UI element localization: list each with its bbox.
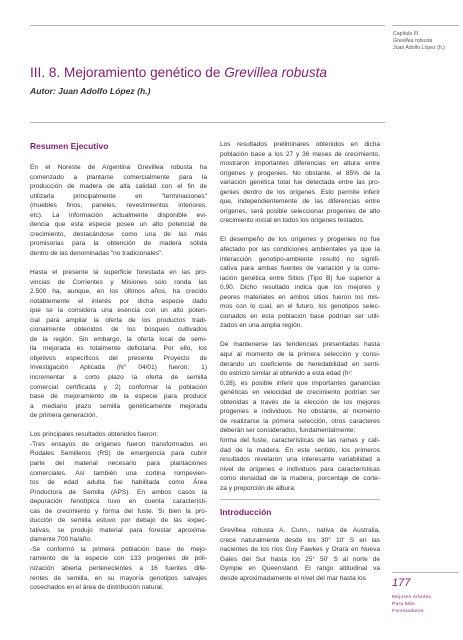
text-line: de realizarse la primera selección, otros caracteres: [220, 417, 380, 425]
text-line: dad de la madera. En este sentido, los primeros: [220, 446, 380, 454]
text-line: de primera generación.: [30, 412, 98, 420]
text-line: peores materiales en ambos sitios fueron los mis-: [220, 293, 380, 301]
text-line: za y proporción de albura.: [220, 484, 296, 492]
text-line: cativa para ambas fuentes de variación y la corre-: [220, 265, 380, 273]
text-line: producción de madera de alta calidad con el fin de: [30, 183, 207, 191]
text-line: crecimiento inicial en todos los orígenes testados.: [220, 217, 365, 225]
text-line: vincias de Corrientes y Misiones sólo ronda las: [30, 278, 207, 286]
text-line: orígenes, será posible seleccionar progenies de alto: [220, 207, 380, 215]
text-line: comerciales. Así también una cortina rompevien-: [30, 469, 207, 477]
text-line: Grevillea robusta A. Cunn., nativa de Australia,: [220, 527, 380, 535]
text-line: resultados revelaron una interesante variabilidad a: [220, 456, 380, 464]
text-line: promisorias para la obtención de madera sólida: [30, 240, 207, 248]
text-line: comercial certificada y 2) conformar la población: [30, 383, 207, 391]
text-line: depuración fenotípica tuvo en cuenta característi-: [30, 498, 207, 506]
text-line: derando un coeficiente de heredabilidad en senti-: [220, 360, 380, 368]
text-line: lación genética entre Sitios (Tipo B) fue superior a: [220, 274, 380, 282]
text-line: parte del material necesario para plantaciones: [30, 459, 207, 467]
top-rule-right: [392, 25, 459, 26]
running-header: [393, 31, 459, 52]
text-line: objetivos específicos del presente Proyecto de: [30, 354, 207, 362]
text-line: rentes de semilla, en su mayoría genotipos salvajes: [30, 574, 207, 582]
text-line: mos con lo cual, en el futuro, los genotipos selec-: [220, 303, 380, 311]
text-line: Rodales Semilleros (RS) de emergencia para cubrir: [30, 450, 207, 458]
footer-line-2: Para Más: [392, 602, 415, 607]
text-line: genies dentro de los orígenes. Esto permite inferir: [220, 188, 380, 196]
species-label: Grevillea robusta: [393, 38, 433, 44]
text-line: orígenes y progenies. No obstante, el 85% de la: [220, 169, 380, 177]
text-line: Los principales resultados obtenidos fueron:: [30, 431, 159, 439]
text-line: tos de edad adulta fue habilitada como Área: [30, 479, 207, 487]
page-title: [30, 64, 370, 82]
title-rule: [30, 122, 385, 123]
text-line: cial para ampliar la oferta de los productos tradi-: [30, 316, 207, 324]
section-rule: [220, 499, 380, 500]
text-line: 0,28), es posible inferir que importantes ganancias: [220, 379, 380, 387]
text-line: que se la considera una esencia con un alto poten-: [30, 307, 207, 315]
section-heading-introduccion: Introducción: [220, 507, 272, 518]
text-line: genéticas en velocidad de crecimiento podrían ser: [220, 389, 380, 397]
text-line: obtenidas a través de la elección de los mejores: [220, 398, 380, 406]
chapter-label: Capítulo III: [393, 31, 419, 37]
text-line: ducción de semilla estuvo por debajo de las expec-: [30, 517, 207, 525]
text-line: progenies e individuos. No obstante, al momento: [220, 408, 380, 416]
text-line: comenzado a plantarse comercialmente para la: [30, 173, 207, 181]
text-line: crecimiento, destacándose como una de las más: [30, 230, 207, 238]
text-line: damente 700 ha/año.: [30, 536, 92, 544]
column-right: [220, 140, 380, 584]
text-line: [30, 421, 207, 431]
text-line: cionados en esta población base podrían ser utili-: [220, 312, 380, 320]
text-line: interacción genotipo-ambiente resultó no signifi-: [220, 255, 380, 263]
text-line: dentro de las denominadas "no tradicionales".: [30, 249, 164, 257]
text-line: nivel de orígenes e individuos para características: [220, 465, 380, 473]
text-line: El desempeño de los orígenes y progenies no fue: [220, 236, 380, 244]
text-line: Gympie en Queensland. El rango altitudinal va: [220, 565, 380, 573]
page-number: 177: [392, 577, 411, 589]
text-line: etc). La información actualmente disponible evi-: [30, 211, 207, 219]
text-line: deberán ser considerados, fundamentalmente:: [220, 427, 356, 435]
text-line: población base a los 27 y 36 meses de crecimiento,: [220, 150, 380, 158]
text-line: 0,90. Dicho resultado indica que los mejores y: [220, 284, 380, 292]
footer-line-1: Mejores Árboles: [392, 595, 432, 600]
footer-line-3: Forestadores: [392, 609, 424, 614]
text-line: notablemente el interés por dicha especie dado: [30, 297, 207, 305]
bottom-rule-right: [392, 572, 459, 573]
text-line: tativas, se produjo material para forestar aproxima-: [30, 526, 207, 534]
text-line: lla mejorada es totalmente deficitaria. Por ello, los: [30, 345, 207, 353]
text-line: do estricto similar al obtenido a esta edad (h²:: [220, 370, 353, 378]
text-line: de la región. Sin embargo, la oferta local de semi-: [30, 335, 207, 343]
text-line: mostraron importantes diferencias en altura entre: [220, 160, 380, 168]
text-line: como densidad de la madera, porcentaje de corte-: [220, 475, 380, 483]
text-line: -Se conformó la primera población base de mejo-: [30, 545, 207, 553]
title-prefix: III. 8. Mejoramiento genético de: [30, 65, 225, 80]
text-line: cionalmente obtenidos de los bosques cultivados: [30, 326, 207, 334]
text-line: desde aproximadamente el nivel del mar hasta los: [220, 574, 366, 582]
text-line: Investigación Aplicada (N° 04/01) fueron: 1): [30, 364, 207, 372]
text-line: utilizarla principalmente en "terminaciones": [30, 192, 207, 200]
text-line: cosechados en el área de distribución natural.: [30, 584, 164, 592]
column-left: [30, 140, 207, 593]
text-line: Hasta el presente la superficie forestada en las pro-: [30, 269, 207, 277]
text-line: afectado por las condiciones ambientales ya que la: [220, 246, 380, 254]
text-line: ramiento de la especie con 133 progenies de poli-: [30, 555, 207, 563]
text-line: a mediano plazo semilla genéticamente mejorada: [30, 402, 207, 410]
text-line: -Tres ensayos de orígenes fueron transformados en: [30, 440, 207, 448]
title-species: Grevillea robusta: [224, 65, 327, 80]
introduction-body: [220, 526, 380, 583]
top-rule-left: [30, 25, 385, 26]
text-line: [220, 331, 380, 341]
text-line: De mantenerse las tendencias presentadas hasta: [220, 341, 380, 349]
text-line: nización abierta pertenecientes a 16 fuentes dife-: [30, 564, 207, 572]
resumen-body: [30, 163, 207, 593]
text-line: zados en una amplia región.: [220, 322, 303, 330]
author-line: Autor: Juan Adolfo López (h.): [30, 86, 151, 96]
text-line: base de mejoramiento de la especie para producir: [30, 393, 207, 401]
text-line: 2.500 ha, aunque, en los últimos años, ha crecido: [30, 288, 207, 296]
results-body: [220, 140, 380, 493]
text-line: forma del fuste, características de las ramas y cali-: [220, 436, 380, 444]
section-heading-resumen: Resumen Ejecutivo: [30, 141, 109, 151]
text-line: Productora de Semilla (APS). En ambos casos la: [30, 488, 207, 496]
text-line: Los resultados preliminares obtenidos en dicha: [220, 141, 380, 148]
text-line: variación genética total fue detectada entre las pro-: [220, 179, 380, 187]
text-line: cas de crecimiento y forma del fuste. Si bien la pro-: [30, 507, 207, 515]
text-line: En el Noreste de Argentina Grevillea robusta ha: [30, 164, 207, 171]
text-line: nacientes de los ríos Guy Fawkes y Orara en Nueva: [220, 546, 380, 554]
footer-series: [392, 594, 431, 615]
text-line: aquí al momento de la primera selección y consi-: [220, 351, 380, 359]
text-line: que, independientemente de las diferencias entre: [220, 198, 380, 206]
text-line: Gales del Sur hasta los 25° 50' S al norte de: [220, 555, 380, 563]
author-label: Juan Adolfo López (h.): [393, 45, 445, 51]
text-line: (muebles finos, paneles, revestimientos interiores,: [30, 202, 207, 210]
text-line: [220, 226, 380, 236]
text-line: incrementar a corto plazo la oferta de semilla: [30, 374, 207, 382]
text-line: crece naturalmente desde los 30° 10' S en las: [220, 536, 380, 544]
text-line: [30, 258, 207, 268]
text-line: dencia que esta especie posee un alto potencial de: [30, 221, 207, 229]
